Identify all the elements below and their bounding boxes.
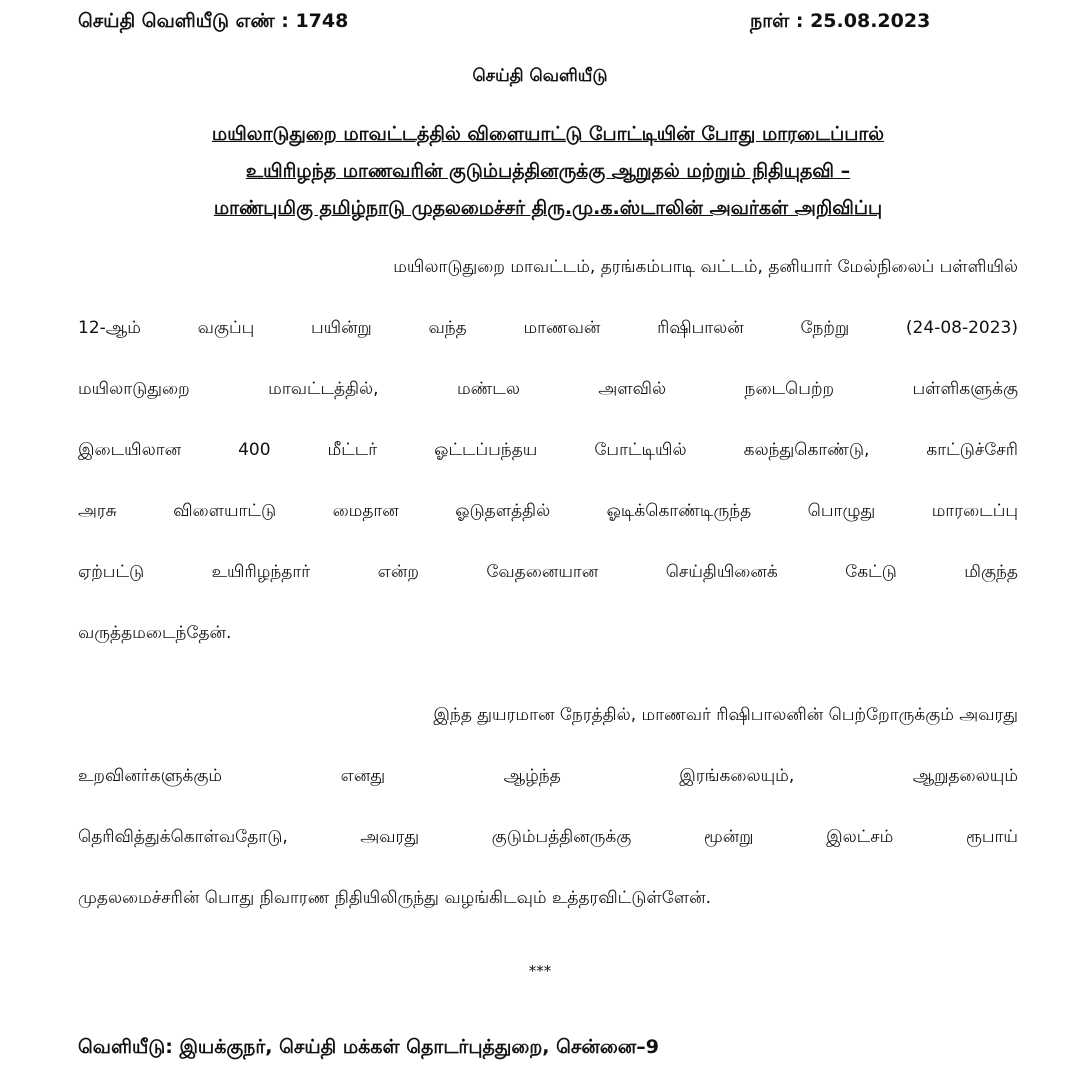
paragraph-1 [78,237,1018,664]
paragraph-line: இடையிலான 400 மீட்டர் ஓட்டப்பந்தய போட்டியில் கலந்துகொண்டு, காட்டுச்சேரி [78,440,1018,460]
paragraph-2 [78,685,1018,929]
release-date: நாள் : 25.08.2023 [750,10,931,32]
paragraph-line: ஏற்பட்டு உயிரிழந்தார் என்ற வேதனையான செய்தியினைக் கேட்டு மிகுந்த [78,562,1018,582]
paragraph-line: முதலமைச்சரின் பொது நிவாரண நிதியிலிருந்து வழங்கிடவும் உத்தரவிட்டுள்ளேன். [78,888,712,908]
paragraph-line: 12-ஆம் வகுப்பு பயின்று வந்த மாணவன் ரிஷிபாலன் நேற்று (24-08-2023) [78,318,1018,338]
headline [78,116,1018,227]
headline-line: மயிலாடுதுறை மாவட்டத்தில் விளையாட்டு போட்டியின் போது மாரடைப்பால் [211,123,885,145]
paragraph-line: இந்த துயரமான நேரத்தில், மாணவர் ரிஷிபாலனின் பெற்றோருக்கும் அவரது [433,705,1018,725]
paragraph-line: மயிலாடுதுறை மாவட்டம், தரங்கம்பாடி வட்டம், தனியார் மேல்நிலைப் பள்ளியில் [393,257,1018,277]
separator: *** [528,962,552,980]
paragraph-line: அரசு விளையாட்டு மைதான ஓடுதளத்தில் ஓடிக்கொண்டிருந்த பொழுது மாரடைப்பு [78,501,1018,521]
paragraph-line: தெரிவித்துக்கொள்வதோடு, அவரது குடும்பத்தினருக்கு மூன்று இலட்சம் ரூபாய் [78,827,1018,847]
release-number: செய்தி வெளியீடு எண் : 1748 [78,10,349,32]
paragraph-line: மயிலாடுதுறை மாவட்டத்தில், மண்டல அளவில் நடைபெற்ற பள்ளிகளுக்கு [78,379,1018,399]
headline-line: மாண்புமிகு தமிழ்நாடு முதலமைச்சர் திரு.மு.க.ஸ்டாலின் அவர்கள் அறிவிப்பு [213,197,883,219]
release-label: செய்தி வெளியீடு [472,66,608,86]
headline-line: உயிரிழந்த மாணவரின் குடும்பத்தினருக்கு ஆறுதல் மற்றும் நிதியுதவி – [245,160,851,182]
paragraph-line: வருத்தமடைந்தேன். [78,623,232,643]
paragraph-line: உறவினர்களுக்கும் எனது ஆழ்ந்த இரங்கலையும், ஆறுதலையும் [78,766,1018,786]
footer-issuer: வெளியீடு: இயக்குநர், செய்தி மக்கள் தொடர்புத்துறை, சென்னை–9 [78,1036,659,1058]
